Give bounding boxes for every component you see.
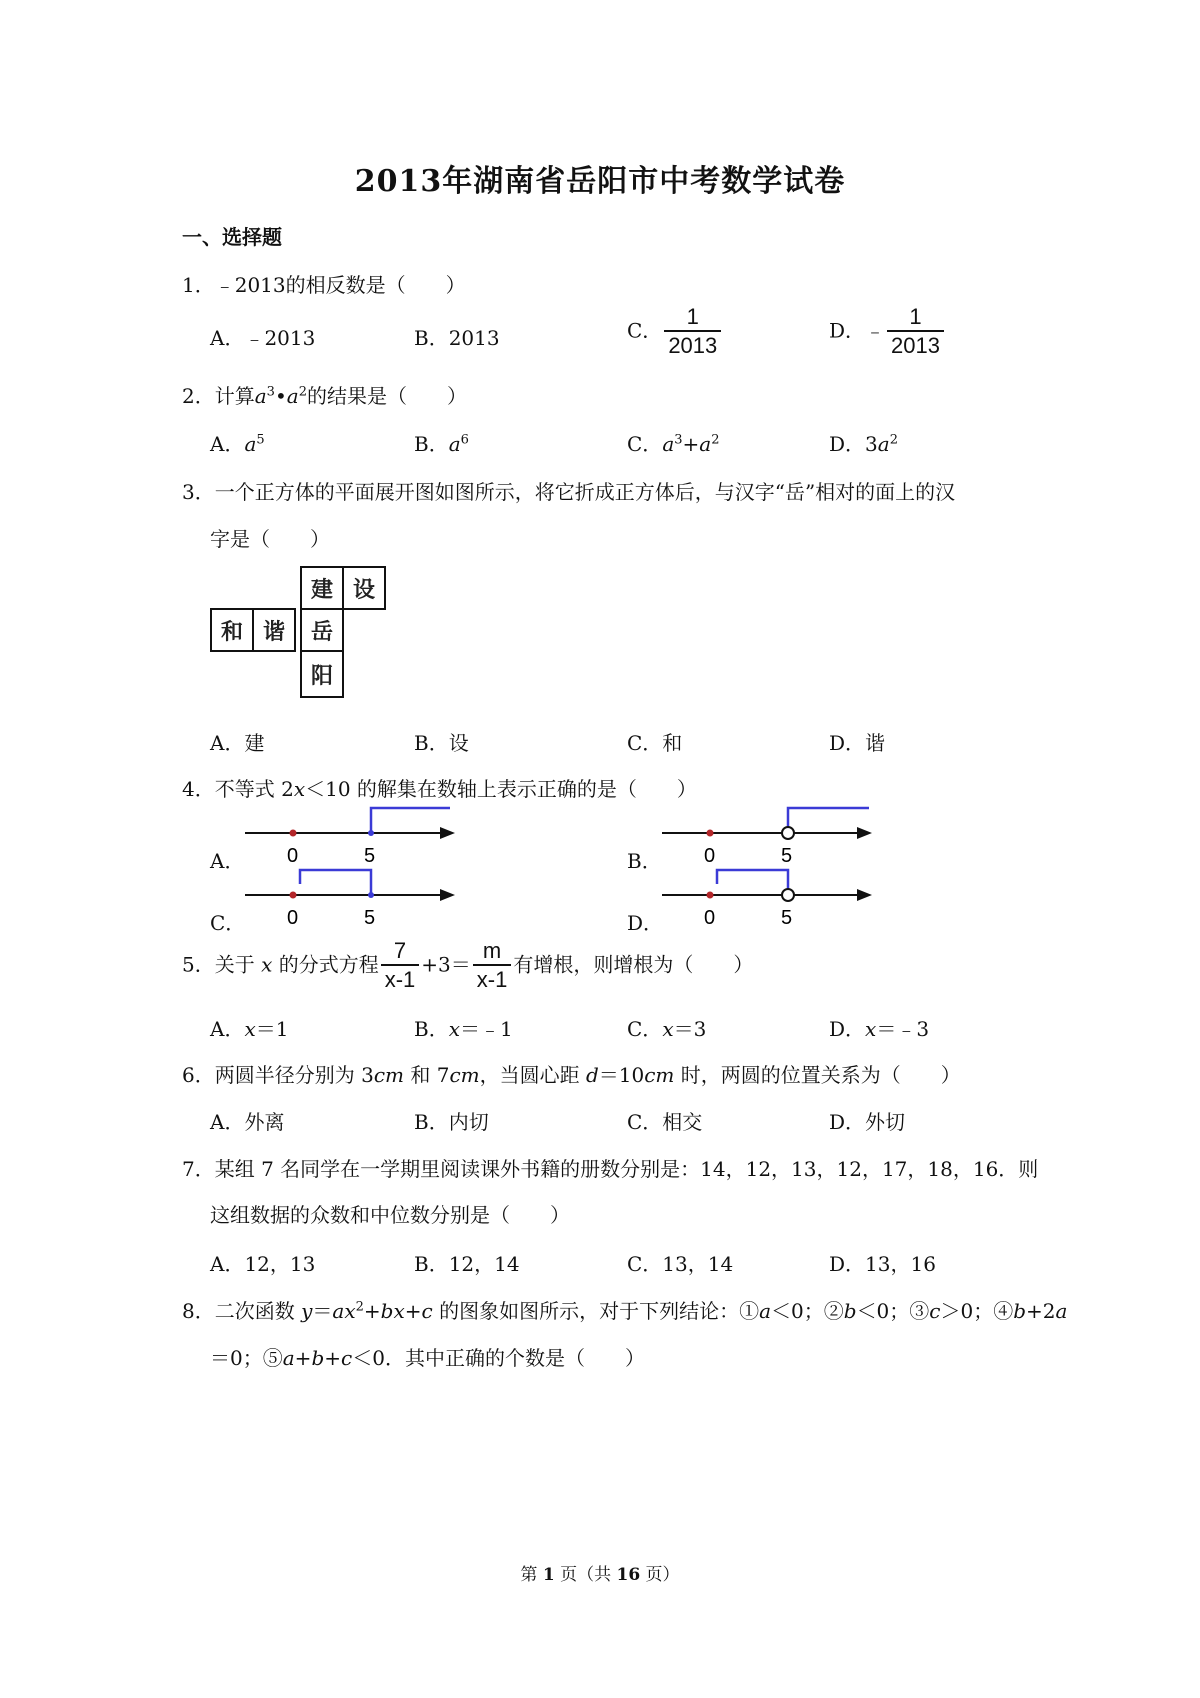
q2-c-exp2: 2 (711, 432, 720, 448)
q2-a-exp: 5 (256, 432, 265, 448)
question-3-stem-line1: 3．一个正方体的平面展开图如图所示，将它折成正方体后，与汉字“岳”相对的面上的汉 (182, 480, 956, 504)
q2-d-coef: 3 (865, 432, 878, 456)
q7-option-a: A．12，13 (210, 1252, 316, 1276)
net-cell-yue: 岳 (300, 608, 344, 652)
q6-option-c: C．相交 (627, 1110, 703, 1134)
question-1-stem: 1．﹣2013的相反数是（ ） (182, 273, 466, 297)
q8-a3: a (282, 1346, 295, 1370)
q5-d-val: ＝﹣3 (876, 1017, 930, 1041)
point-five-solid (368, 830, 374, 836)
q4-var: x (293, 777, 306, 801)
arrow-head-icon (857, 889, 872, 901)
q4-option-b-label: B． (627, 849, 662, 873)
q5-fraction-1 (381, 938, 420, 994)
tick-label-5: 5 (364, 907, 376, 929)
point-five-open (782, 827, 794, 839)
q1-d-sign: ﹣ (865, 318, 886, 343)
q5-f1-denominator: x-1 (384, 967, 416, 992)
question-4-stem (182, 773, 697, 802)
net-cell-yang: 阳 (300, 650, 344, 698)
q5-prefix: 5．关于 (182, 952, 255, 977)
q6-d: d (585, 1063, 599, 1087)
q2-option-b (414, 428, 469, 457)
q7-option-c: C．13，14 (627, 1252, 734, 1276)
number-line-c (240, 862, 460, 932)
q5-suffix: 有增根，则增根为（ ） (513, 952, 754, 977)
solution-ray (717, 870, 788, 889)
q5-c-var: x (662, 1017, 674, 1041)
tick-label-5: 5 (781, 907, 793, 929)
q5-fraction-2 (473, 938, 512, 994)
q1-d-label: D． (829, 318, 866, 343)
tick-label-0: 0 (704, 907, 716, 929)
arrow-head-icon (440, 889, 455, 901)
q5-option-c (627, 1013, 706, 1042)
q5-c-val: ＝3 (673, 1017, 707, 1041)
q5-option-d (829, 1013, 929, 1042)
q6-p4: ＝10 (598, 1063, 645, 1087)
question-8-stem-line2 (210, 1342, 645, 1371)
question-7-stem-line2: 这组数据的众数和中位数分别是（ ） (210, 1203, 570, 1227)
q2-d-label: D． (829, 432, 866, 456)
q8-square: 2 (355, 1299, 364, 1315)
q3-option-d: D．谐 (829, 731, 886, 755)
q3-option-c: C．和 (627, 731, 683, 755)
solution-ray (788, 808, 869, 827)
q8-p5: 的图象如图所示，对于下列结论：① (432, 1299, 760, 1323)
tick-label-0: 0 (287, 907, 299, 929)
q2-c-exp1: 3 (674, 432, 683, 448)
q1-option-d (829, 304, 946, 360)
q1-d-numerator: 1 (887, 304, 944, 332)
q2-a-base: a (244, 432, 257, 456)
q6-option-d: D．外切 (829, 1110, 906, 1134)
section-heading: 一、选择题 (182, 225, 282, 249)
q1-c-label: C． (627, 318, 663, 343)
q8-ax: ax (332, 1299, 356, 1323)
q5-a-val: ＝1 (255, 1017, 289, 1041)
q7-option-d: D．13，16 (829, 1252, 936, 1276)
number-line-a (240, 800, 460, 870)
q5-mid: 的分式方程 (278, 952, 379, 977)
net-cell-xie: 谐 (252, 608, 296, 652)
q8-p9: +2 (1026, 1299, 1056, 1323)
q5-f1-numerator: 7 (381, 938, 420, 966)
arrow-head-icon (857, 827, 872, 839)
q2-option-a (210, 428, 265, 457)
question-5-stem (182, 938, 753, 994)
q8-l2-p2: + (294, 1346, 312, 1370)
q8-y: y (301, 1299, 313, 1323)
footer-page-number: 1 (542, 1565, 555, 1585)
q3-option-b: B．设 (414, 731, 469, 755)
q8-p1: 8．二次函数 (182, 1299, 302, 1323)
q6-p2: 和 7 (403, 1063, 450, 1087)
page-title: 2013年湖南省岳阳市中考数学试卷 (354, 164, 846, 199)
q5-d-var: x (865, 1017, 877, 1041)
q2-dot: • (274, 384, 287, 408)
q6-cm1: cm (373, 1063, 404, 1087)
solution-ray (300, 870, 371, 895)
q2-d-exp: 2 (889, 432, 898, 448)
q2-d-base: a (877, 432, 890, 456)
q2-option-c (627, 428, 720, 457)
q8-bx: bx (380, 1299, 405, 1323)
q5-option-b (414, 1013, 513, 1042)
q6-p3: ，当圆心距 (479, 1063, 586, 1087)
q2-a-label: A． (210, 432, 245, 456)
q2-exponent-3: 3 (266, 384, 275, 400)
q3-option-a: A．建 (210, 731, 265, 755)
footer-total-pages: 16 (616, 1565, 641, 1585)
q5-b-var: x (448, 1017, 460, 1041)
q6-option-b: B．内切 (414, 1110, 489, 1134)
footer-pre: 第 (520, 1565, 543, 1585)
q2-c-base1: a (662, 432, 675, 456)
q5-option-a (210, 1013, 288, 1042)
q8-l2-p3: + (324, 1346, 342, 1370)
q5-a-var: x (244, 1017, 256, 1041)
arrow-head-icon (440, 827, 455, 839)
point-zero (290, 892, 297, 899)
q8-p3: + (363, 1299, 381, 1323)
q4-option-d-label: D． (627, 911, 664, 935)
tick-label-0: 0 (704, 845, 716, 867)
q2-prefix: 2．计算 (182, 384, 255, 408)
q8-p2: ＝ (312, 1299, 333, 1323)
tick-label-5: 5 (364, 845, 376, 867)
q5-f2-denominator: x-1 (476, 967, 508, 992)
q1-option-a: A．﹣2013 (210, 326, 316, 350)
q8-b2: b (1013, 1299, 1027, 1323)
q8-b3: b (311, 1346, 325, 1370)
q5-b-val: ＝﹣1 (459, 1017, 513, 1041)
footer-mid: 页（共 (554, 1565, 617, 1585)
q2-c-base2: a (699, 432, 712, 456)
q5-c-label: C． (627, 1017, 663, 1041)
q4-option-a-label: A． (210, 849, 245, 873)
solution-ray (371, 808, 450, 833)
q4-option-c-label: C． (210, 911, 246, 935)
q6-cm2: cm (449, 1063, 480, 1087)
tick-label-0: 0 (287, 845, 299, 867)
point-zero (707, 830, 714, 837)
question-2-stem (182, 380, 467, 409)
net-cell-he: 和 (210, 608, 254, 652)
footer-post: 页） (640, 1565, 680, 1585)
point-zero (707, 892, 714, 899)
q8-b1: b (843, 1299, 857, 1323)
q1-c-numerator: 1 (664, 304, 721, 332)
q6-cm3: cm (644, 1063, 675, 1087)
q1-c-denominator: 2013 (668, 333, 718, 358)
q2-exponent-2: 2 (298, 384, 307, 400)
q8-l2-p1: ＝0；⑤ (210, 1346, 283, 1370)
q5-d-label: D． (829, 1017, 866, 1041)
q2-b-label: B． (414, 432, 449, 456)
q6-option-a: A．外离 (210, 1110, 285, 1134)
q5-a-label: A． (210, 1017, 245, 1041)
q6-p5: 时，两圆的位置关系为（ ） (674, 1063, 961, 1087)
q8-p6: ＜0；② (771, 1299, 844, 1323)
q2-c-plus: + (682, 432, 700, 456)
q8-c: c (421, 1299, 433, 1323)
q8-a1: a (759, 1299, 772, 1323)
q4-prefix: 4．不等式 2 (182, 777, 294, 801)
number-line-d (657, 862, 877, 932)
q5-b-label: B． (414, 1017, 449, 1041)
question-7-stem-line1: 7．某组 7 名同学在一学期里阅读课外书籍的册数分别是：14，12，13，12，17，18，16．则 (182, 1157, 1039, 1181)
q4-suffix: ＜10 的解集在数轴上表示正确的是（ ） (305, 777, 697, 801)
q2-b-base: a (448, 432, 461, 456)
tick-label-5: 5 (781, 845, 793, 867)
q8-p4: + (404, 1299, 422, 1323)
q8-p7: ＜0；③ (856, 1299, 930, 1323)
q1-option-b: B．2013 (414, 326, 500, 350)
question-8-stem-line1 (182, 1295, 1067, 1324)
point-zero (290, 830, 297, 837)
q8-c1: c (929, 1299, 941, 1323)
page-footer (0, 1560, 1200, 1585)
q2-base-a2: a (286, 384, 299, 408)
q5-plus3: +3＝ (421, 952, 471, 977)
net-cell-jian: 建 (300, 566, 344, 610)
q8-p8: ＞0；④ (940, 1299, 1014, 1323)
q1-d-denominator: 2013 (891, 333, 940, 358)
number-line-b (657, 800, 877, 870)
q2-b-exp: 6 (460, 432, 469, 448)
net-cell-she: 设 (342, 566, 386, 610)
q5-var: x (261, 952, 273, 977)
q7-option-b: B．12，14 (414, 1252, 520, 1276)
point-five-open (782, 889, 794, 901)
q8-c3: c (341, 1346, 353, 1370)
q6-p1: 6．两圆半径分别为 3 (182, 1063, 374, 1087)
question-6-stem (182, 1059, 961, 1088)
point-five-solid (368, 892, 374, 898)
q2-suffix: 的结果是（ ） (306, 384, 467, 408)
q2-option-d (829, 428, 898, 457)
q1-d-fraction (887, 304, 944, 360)
question-3-stem-line2: 字是（ ） (210, 527, 330, 551)
q8-l2-p4: ＜0．其中正确的个数是（ ） (352, 1346, 645, 1370)
q5-f2-numerator: m (473, 938, 512, 966)
q2-c-label: C． (627, 432, 663, 456)
q1-option-c (627, 304, 723, 360)
q8-a2: a (1055, 1299, 1068, 1323)
q1-c-fraction (664, 304, 721, 360)
q2-base-a: a (254, 384, 267, 408)
